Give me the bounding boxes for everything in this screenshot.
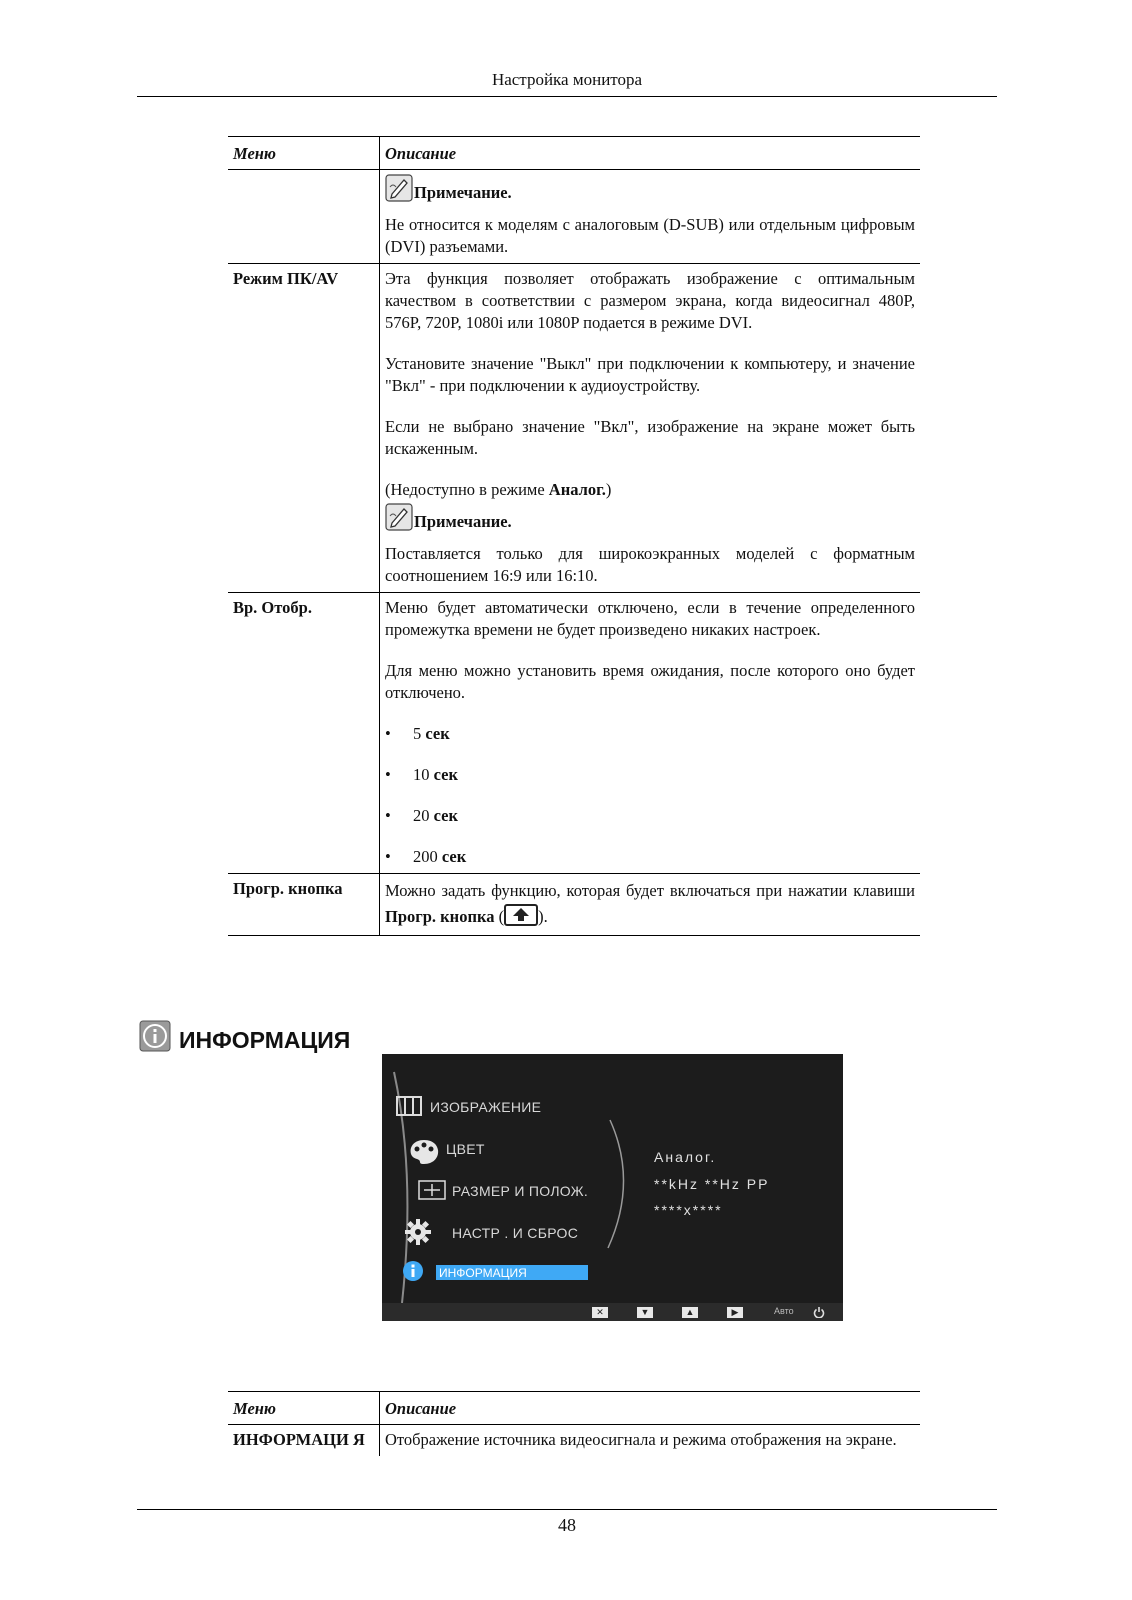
osd-item-color[interactable]: ЦВЕТ: [446, 1141, 485, 1157]
osd-info-source: Аналог.: [654, 1149, 717, 1165]
paragraph: Можно задать функцию, которая будет включаться при нажатии клавиши Прогр. кнопка ( ).: [385, 881, 915, 926]
osd-item-size-position[interactable]: РАЗМЕР И ПОЛОЖ.: [452, 1183, 589, 1199]
list-item: • 20 сек: [385, 806, 458, 825]
note-text: Поставляется только для широкоэкранных моделей с форматным соотношением 16:9 или 16:10.: [385, 544, 915, 585]
table-row: [228, 593, 920, 874]
table-header-row: [228, 1392, 920, 1425]
osd-menu-screenshot: [382, 1054, 843, 1321]
close-icon[interactable]: ✕: [592, 1307, 608, 1318]
header-rule: [137, 96, 997, 97]
row-description: [380, 1425, 921, 1457]
osd-button-bar: [382, 1303, 843, 1321]
menu-information: ИНФОРМАЦИ Я: [228, 1425, 380, 1457]
information-icon: [402, 1260, 424, 1282]
paragraph: Эта функция позволяет отображать изображение с оптимальным качеством в соответствии с размером экрана, когда видеосигнал 480P, 576P, 720P, 1080i или 1080P подается в режиме DVI.: [385, 269, 915, 332]
note-label: Примечание.: [414, 512, 512, 531]
col-description-header: Описание: [380, 137, 921, 170]
row-description: [380, 593, 921, 874]
running-header: Настройка монитора: [491, 70, 643, 89]
paragraph: (Недоступно в режиме Аналог.): [385, 480, 612, 499]
col-menu-header: Меню: [228, 137, 380, 170]
enter-arrow-icon[interactable]: ▶: [727, 1307, 743, 1318]
col-description-header: Описание: [380, 1392, 921, 1425]
paragraph: Меню будет автоматически отключено, если в течение определенного промежутка времени не будет произведено никаких настроек.: [385, 598, 915, 639]
col-menu-header: Меню: [228, 1392, 380, 1425]
info-menu-table: [228, 1391, 920, 1456]
footer-rule: [137, 1509, 997, 1510]
note-text: Не относится к моделям с аналоговым (D-SUB) или отдельным цифровым (DVI) разъемами.: [385, 215, 915, 256]
page-number: 48: [558, 1515, 576, 1535]
auto-label[interactable]: Авто: [774, 1306, 794, 1316]
section-title: ИНФОРМАЦИЯ: [179, 1027, 351, 1053]
table-row: [228, 264, 920, 593]
up-arrow-icon[interactable]: ▲: [682, 1307, 698, 1318]
menu-pc-av-mode: Режим ПК/AV: [228, 264, 380, 593]
paragraph: Отображение источника видеосигнала и режима отображения на экране.: [385, 1430, 897, 1449]
section-heading: [139, 1017, 350, 1054]
list-item: • 10 сек: [385, 765, 458, 784]
color-palette-icon: [408, 1138, 440, 1164]
note-label: Примечание.: [414, 183, 512, 202]
size-position-icon: [418, 1180, 446, 1200]
note-block: [385, 503, 915, 531]
menu-description-table: [228, 136, 920, 936]
table-row: [228, 1425, 920, 1457]
menu-display-time: Вр. Отобр.: [228, 593, 380, 874]
osd-item-picture[interactable]: ИЗОБРАЖЕНИЕ: [430, 1099, 542, 1115]
table-row: [228, 874, 920, 936]
note-block: [385, 174, 915, 202]
down-arrow-icon[interactable]: ▼: [637, 1307, 653, 1318]
row-description: [380, 874, 921, 936]
osd-info-frequency: **kHz **Hz PP: [654, 1176, 770, 1192]
osd-item-setup-reset[interactable]: НАСТР . И СБРОС: [452, 1225, 579, 1241]
osd-item-information-selected[interactable]: ИНФОРМАЦИЯ: [436, 1265, 588, 1280]
picture-icon: [396, 1096, 422, 1116]
list-item: • 200 сек: [385, 847, 467, 866]
note-pencil-icon: [385, 174, 413, 202]
info-icon: [139, 1020, 171, 1052]
menu-custom-key: Прогр. кнопка: [228, 874, 380, 936]
note-pencil-icon: [385, 503, 413, 531]
paragraph: Для меню можно установить время ожидания, после которого оно будет отключено.: [385, 661, 915, 702]
table-row: [228, 170, 920, 264]
custom-key-icon: [504, 904, 538, 926]
power-icon[interactable]: [813, 1306, 825, 1318]
setup-gear-icon: [404, 1218, 432, 1246]
paragraph: Если не выбрано значение "Вкл", изображение на экране может быть искаженным.: [385, 417, 915, 458]
timeout-options-list: [385, 723, 915, 868]
paragraph: Установите значение "Выкл" при подключении к компьютеру, и значение "Вкл" - при подключении к аудиоустройству.: [385, 354, 915, 395]
row-description: [380, 170, 921, 264]
row-description: [380, 264, 921, 593]
osd-info-resolution: ****x****: [654, 1202, 723, 1218]
list-item: • 5 сек: [385, 724, 450, 743]
table-header-row: [228, 137, 920, 170]
